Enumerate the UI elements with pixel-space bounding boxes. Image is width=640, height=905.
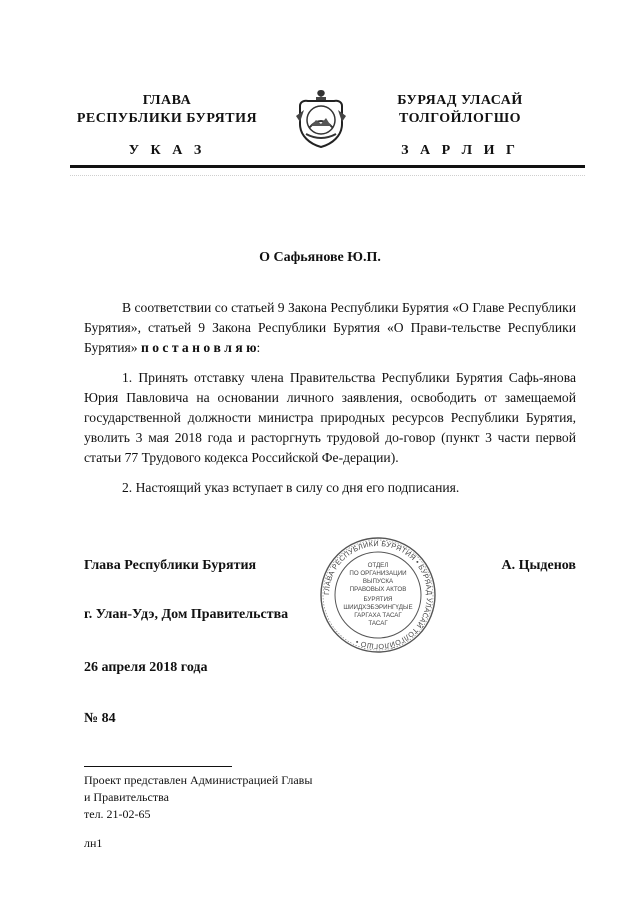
stamp-outer-ring: ГЛАВА РЕСПУБЛИКИ БУРЯТИЯ • БУРЯАД УЛАСАЙ ТОЛГОЙЛОГШО •	[321, 538, 435, 652]
footer-line3: тел. 21-02-65	[84, 807, 151, 821]
footer-line2: и Правительства	[84, 790, 169, 804]
intro-text: В соответствии со статьей 9 Закона Республики Бурятия «О Главе Республики Бурятия», статьей 9 Закона Республики Бурятия «О Прави-тельстве Республики Бурятия»	[84, 300, 576, 355]
item-2: 2. Настоящий указ вступает в силу со дня его подписания.	[122, 480, 460, 495]
intro-end: :	[256, 340, 261, 355]
stamp-line8: ТАСАГ	[368, 620, 388, 627]
header-right-line1: БУРЯАД УЛАСАЙ	[397, 93, 523, 108]
stamp-line7: ГАРГАХА ТАСАГ	[354, 612, 402, 619]
doc-type-zarlig: З А Р Л И Г	[401, 143, 519, 158]
header-left	[72, 92, 262, 128]
stamp-line6: ШИИДХЭБЭРИНГҮДЫЕ	[343, 604, 413, 611]
footer-line1: Проект представлен Администрацией Главы	[84, 773, 313, 787]
signature-name: А. Цыденов	[501, 558, 576, 573]
signature-date: 26 апреля 2018 года	[84, 660, 208, 675]
intro-keyword: п о с т а н о в л я ю	[141, 340, 257, 355]
header-divider	[70, 165, 585, 168]
item-1: 1. Принять отставку члена Правительства Республики Бурятия Сафь-янова Юрия Павловича на основании личного заявления, освободить от замещаемой государственной должности министра природных ресурсов Республики Бурятия, уволить 3 мая 2018 года и расторгнуть трудовой до-говор (пункт 3 части первой статьи 77 Трудового кодекса Российской Фе-дерации).	[84, 370, 576, 465]
stamp-line1: ОТДЕЛ	[367, 562, 389, 569]
intro-paragraph	[84, 298, 576, 358]
header-right	[375, 92, 545, 128]
footer-divider	[84, 766, 232, 767]
header-right-line2: ТОЛГОЙЛОГШО	[398, 111, 522, 126]
document-body	[84, 298, 576, 498]
official-stamp	[318, 535, 438, 655]
svg-text:ГЛАВА РЕСПУБЛИКИ БУРЯТИЯ • БУР	[322, 539, 434, 651]
footer-code: лн1	[84, 836, 103, 850]
footer-note	[84, 772, 312, 823]
stamp-line4: ПРАВОВЫХ АКТОВ	[349, 586, 407, 593]
header-dotted-line	[70, 175, 585, 176]
document-title: О Сафьянове Ю.П.	[259, 250, 381, 265]
doc-type-ukaz: У К А З	[128, 143, 206, 158]
coat-of-arms-icon	[292, 84, 350, 150]
header-left-line2: РЕСПУБЛИКИ БУРЯТИЯ	[76, 111, 258, 126]
header-left-line1: ГЛАВА	[142, 93, 192, 108]
stamp-line3: ВЫПУСКА	[362, 578, 394, 585]
stamp-line2: ПО ОРГАНИЗАЦИИ	[349, 570, 407, 577]
signature-place: г. Улан-Удэ, Дом Правительства	[84, 607, 289, 622]
signature-position: Глава Республики Бурятия	[84, 558, 257, 573]
stamp-line5: БУРЯТИЯ	[363, 596, 393, 603]
document-number: № 84	[84, 711, 116, 726]
